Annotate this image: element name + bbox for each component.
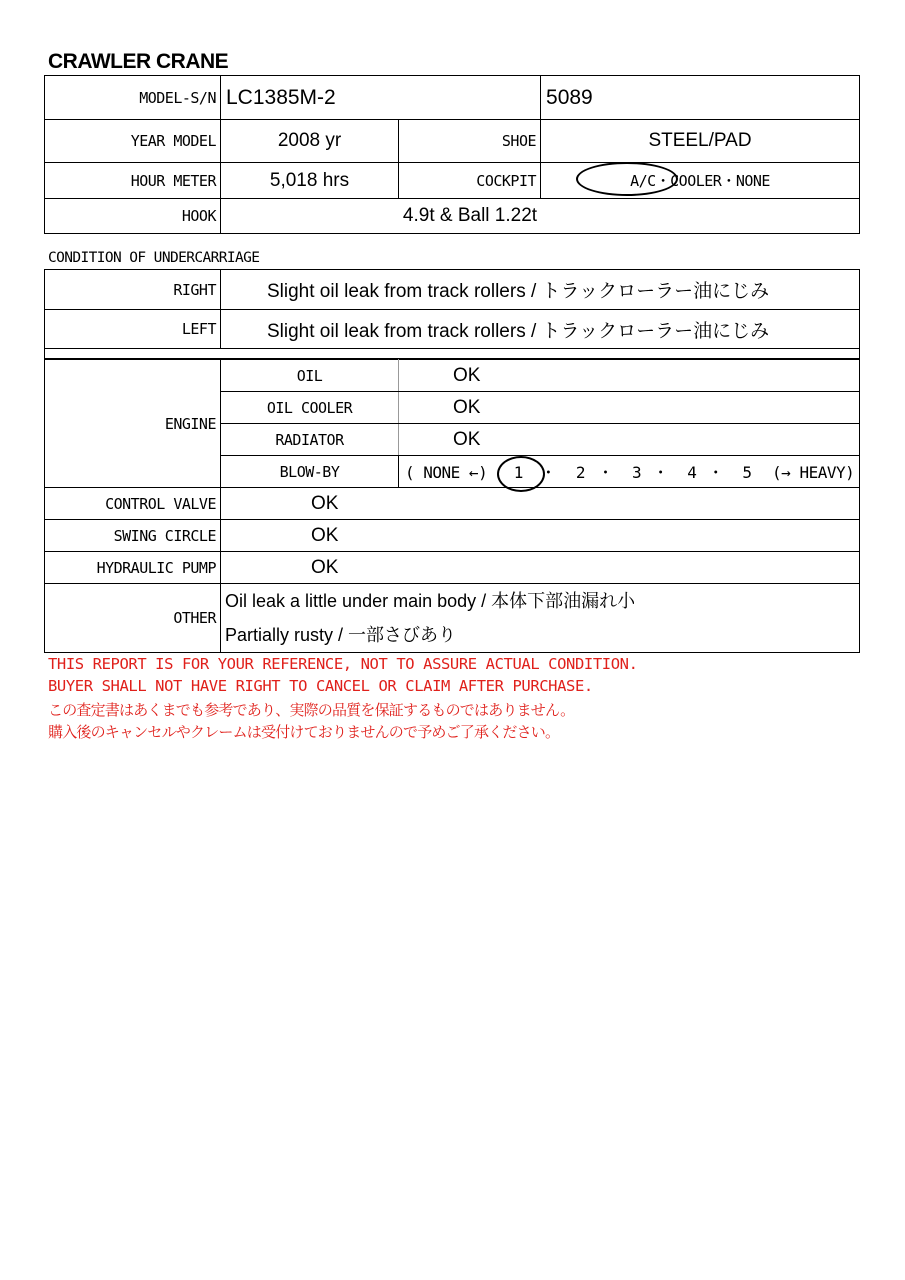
engine-label: ENGINE [45, 360, 221, 488]
hook-value: 4.9t & Ball 1.22t [221, 199, 860, 234]
hydraulic-pump-label: HYDRAULIC PUMP [45, 552, 221, 584]
shoe-value: STEEL/PAD [541, 120, 860, 163]
year-label: YEAR MODEL [45, 120, 221, 163]
radiator-value: OK [399, 424, 860, 456]
disclaimer-line-3: この査定書はあくまでも参考であり、実際の品質を保証するものではありません。 [48, 701, 575, 719]
other-value [221, 584, 860, 653]
document-title: CRAWLER CRANE [48, 50, 229, 73]
blowby-level-3: 3 [632, 463, 642, 482]
left-value: Slight oil leak from track rollers / トラックローラー油にじみ [221, 310, 860, 349]
blowby-level-1: 1 [513, 463, 523, 482]
blowby-scale: ( NONE ←) 1 ・ 2 ・ 3 ・ 4 ・ 5 (→ HEAVY) [399, 456, 860, 488]
oil-label: OIL [221, 360, 399, 392]
control-valve-value: OK [221, 488, 860, 520]
control-valve-label: CONTROL VALVE [45, 488, 221, 520]
cockpit-value: A/C・COOLER・NONE [541, 163, 860, 199]
oil-cooler-label: OIL COOLER [221, 392, 399, 424]
disclaimer-line-4: 購入後のキャンセルやクレームは受付けておりませんので予めご了承ください。 [48, 723, 560, 741]
hook-label: HOOK [45, 199, 221, 234]
blowby-label: BLOW-BY [221, 456, 399, 488]
other-line-1: Oil leak a little under main body / 本体下部油漏れ小 [225, 591, 636, 611]
separator-row [45, 349, 860, 359]
model-label: MODEL-S/N [45, 76, 221, 120]
swing-circle-value: OK [221, 520, 860, 552]
blowby-end: (→ HEAVY) [772, 463, 855, 482]
swing-circle-label: SWING CIRCLE [45, 520, 221, 552]
hour-meter-value: 5,018 hrs [221, 163, 399, 199]
hydraulic-pump-value: OK [221, 552, 860, 584]
model-value: LC1385M-2 [221, 76, 541, 120]
disclaimer-line-1: THIS REPORT IS FOR YOUR REFERENCE, NOT TO ASSURE ACTUAL CONDITION. [48, 655, 638, 673]
left-label: LEFT [45, 310, 221, 349]
shoe-label: SHOE [399, 120, 541, 163]
blowby-start: ( NONE ←) [405, 463, 488, 482]
oil-value: OK [399, 360, 860, 392]
blowby-level-2: 2 [575, 463, 586, 482]
blowby-level-4: 4 [687, 463, 697, 482]
right-value: Slight oil leak from track rollers / トラックローラー油にじみ [221, 270, 860, 310]
engine-table [44, 359, 860, 653]
blowby-level-5: 5 [742, 463, 752, 482]
machine-info-table [44, 75, 860, 234]
year-value: 2008 yr [221, 120, 399, 163]
undercarriage-table [44, 269, 860, 359]
undercarriage-section-label: CONDITION OF UNDERCARRIAGE [48, 250, 260, 266]
oil-cooler-value: OK [399, 392, 860, 424]
cockpit-label: COCKPIT [399, 163, 541, 199]
radiator-label: RADIATOR [221, 424, 399, 456]
serial-value: 5089 [541, 76, 860, 120]
other-line-2: Partially rusty / 一部さびあり [225, 625, 457, 645]
disclaimer-line-2: BUYER SHALL NOT HAVE RIGHT TO CANCEL OR CLAIM AFTER PURCHASE. [48, 677, 593, 695]
right-label: RIGHT [45, 270, 221, 310]
hour-meter-label: HOUR METER [45, 163, 221, 199]
other-label: OTHER [45, 584, 221, 653]
